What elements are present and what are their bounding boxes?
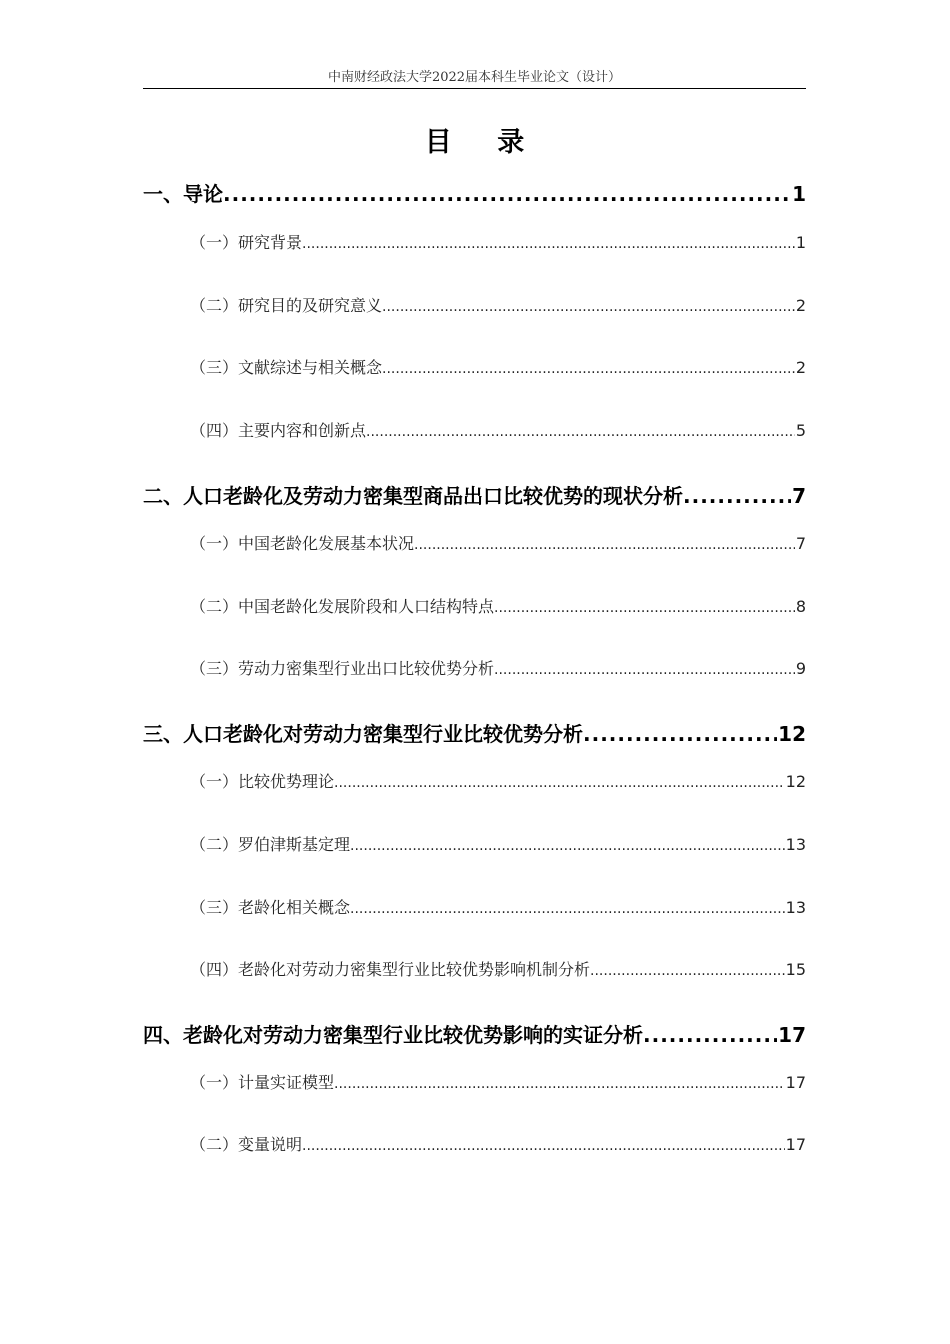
toc-leader-dots (223, 182, 791, 206)
toc-section-1-2[interactable] (190, 293, 806, 316)
toc-section-3-2[interactable] (190, 832, 806, 855)
toc-page-number: 17 (785, 1073, 806, 1092)
toc-leader-dots (494, 597, 795, 616)
toc-page-number: 9 (795, 659, 806, 678)
toc-chapter-1[interactable] (143, 178, 806, 207)
toc-entry-label: （一）中国老龄化发展基本状况 (190, 534, 415, 553)
toc-leader-dots (350, 835, 785, 854)
toc-leader-dots (494, 659, 795, 678)
toc-chapter-2[interactable] (143, 480, 806, 509)
toc-entry-label: （三）劳动力密集型行业出口比较优势分析 (190, 659, 495, 678)
toc-entry-label: （二）罗伯津斯基定理 (190, 835, 351, 854)
toc-leader-dots (334, 772, 785, 791)
toc-section-3-4[interactable] (190, 957, 806, 980)
toc-page-number: 13 (785, 898, 806, 917)
toc-leader-dots (382, 358, 795, 377)
header-rule (143, 88, 806, 89)
toc-entry-label: （四）主要内容和创新点 (190, 421, 367, 440)
toc-section-4-1[interactable] (190, 1070, 806, 1093)
toc-leader-dots (366, 421, 795, 440)
toc-entry-label: （一）比较优势理论 (190, 772, 335, 791)
toc-page-number: 15 (785, 960, 806, 979)
toc-chapter-4[interactable] (143, 1019, 806, 1048)
page-header: 中南财经政法大学2022届本科生毕业论文（设计） (327, 70, 622, 85)
toc-section-3-3[interactable] (190, 895, 806, 918)
toc-page-number: 13 (785, 835, 806, 854)
toc-entry-label: 二、人口老龄化及劳动力密集型商品出口比较优势的现状分析 (143, 484, 683, 508)
toc-entry-label: （四）老龄化对劳动力密集型行业比较优势影响机制分析 (190, 960, 591, 979)
toc-section-4-2[interactable] (190, 1132, 806, 1155)
toc-leader-dots (683, 484, 791, 508)
toc-page-number: 7 (792, 484, 806, 508)
toc-page-number: 12 (785, 772, 806, 791)
toc-leader-dots (414, 534, 795, 553)
toc-entry-label: （一）研究背景 (190, 233, 303, 252)
toc-page-number: 1 (792, 182, 806, 206)
toc-leader-dots (302, 1135, 785, 1154)
toc-page-number: 17 (778, 1023, 806, 1047)
toc-entry-label: （三）老龄化相关概念 (190, 898, 351, 917)
toc-entry-label: （三）文献综述与相关概念 (190, 358, 383, 377)
toc-section-2-1[interactable] (190, 531, 806, 554)
toc-leader-dots (583, 722, 777, 746)
toc-page-number: 2 (795, 296, 806, 315)
toc-leader-dots (382, 296, 795, 315)
toc-section-1-4[interactable] (190, 418, 806, 441)
toc-entry-label: 一、导论 (143, 182, 223, 206)
toc-page-number: 1 (795, 233, 806, 252)
toc-page-number: 7 (795, 534, 806, 553)
toc-entry-label: 三、人口老龄化对劳动力密集型行业比较优势分析 (143, 722, 583, 746)
toc-section-1-1[interactable] (190, 230, 806, 253)
toc-page-number: 17 (785, 1135, 806, 1154)
toc-leader-dots (334, 1073, 785, 1092)
toc-entry-label: （二）研究目的及研究意义 (190, 296, 383, 315)
toc-leader-dots (643, 1023, 777, 1047)
toc-entry-label: （二）变量说明 (190, 1135, 303, 1154)
toc-section-2-3[interactable] (190, 656, 806, 679)
toc-page-number: 5 (795, 421, 806, 440)
toc-page-number: 12 (778, 722, 806, 746)
toc-section-1-3[interactable] (190, 355, 806, 378)
toc-leader-dots (590, 960, 785, 979)
toc-page-number: 2 (795, 358, 806, 377)
toc-leader-dots (302, 233, 795, 252)
toc-entry-label: （一）计量实证模型 (190, 1073, 335, 1092)
toc-leader-dots (350, 898, 785, 917)
page-title: 目 录 (424, 127, 543, 158)
toc-chapter-3[interactable] (143, 718, 806, 747)
toc-page-number: 8 (795, 597, 806, 616)
toc-entry-label: （二）中国老龄化发展阶段和人口结构特点 (190, 597, 495, 616)
toc-section-2-2[interactable] (190, 594, 806, 617)
toc-entry-label: 四、老龄化对劳动力密集型行业比较优势影响的实证分析 (143, 1023, 643, 1047)
toc-section-3-1[interactable] (190, 769, 806, 792)
